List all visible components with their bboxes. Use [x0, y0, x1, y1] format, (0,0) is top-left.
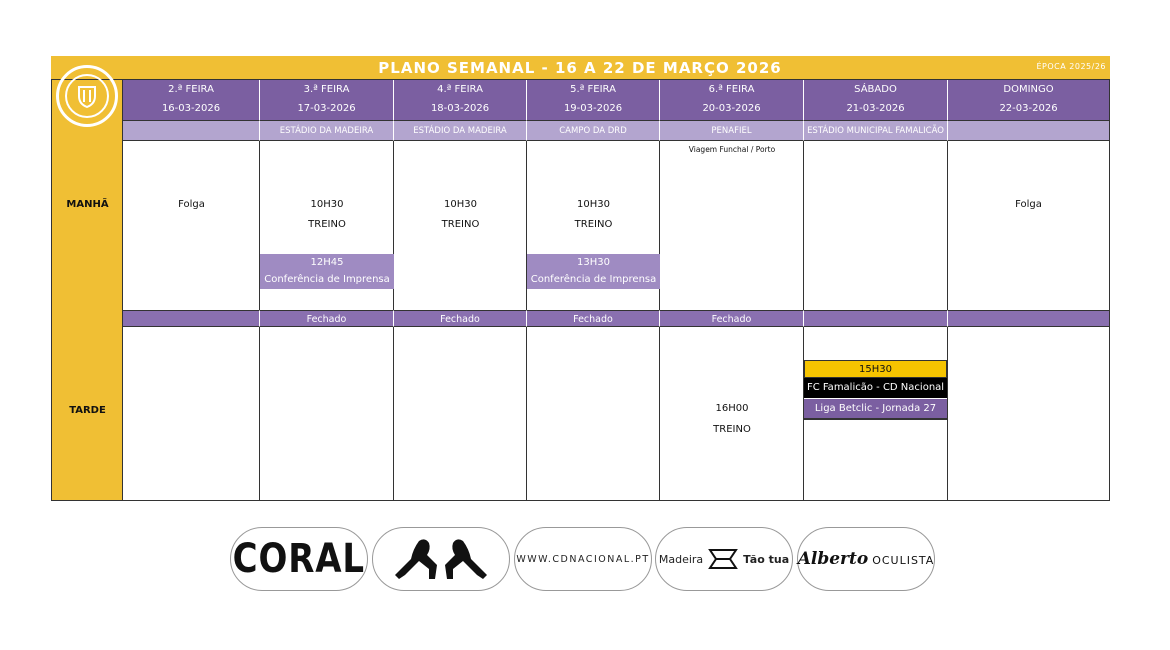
press-conference-time: 12H45 — [310, 257, 344, 268]
day-header-tue — [260, 80, 394, 120]
row-label-column — [52, 80, 123, 500]
alberto-label: Alberto — [797, 549, 869, 569]
kappa-logo-icon — [391, 535, 491, 583]
morning-thu-activity: TREINO — [574, 219, 613, 230]
venue-fri: PENAFIEL — [660, 120, 804, 141]
match-competition: Liga Betclic - Jornada 27 — [804, 399, 947, 420]
day-header-sun — [948, 80, 1109, 120]
venue-thu: CAMPO DA DRD — [527, 120, 660, 141]
morning-wed-time: 10H30 — [444, 199, 477, 210]
sponsor-madeira — [655, 527, 793, 591]
status-sat — [804, 310, 948, 327]
page-title: PLANO SEMANAL - 16 A 22 DE MARÇO 2026 — [378, 59, 782, 77]
day-date: 18-03-2026 — [430, 103, 490, 114]
status-wed: Fechado — [394, 310, 527, 327]
venue-sun — [948, 120, 1109, 141]
match-fixture: FC Famalicão - CD Nacional — [804, 378, 947, 398]
alberto-sub-label: OCULISTA — [872, 554, 935, 567]
press-conference-label: Conferência de Imprensa — [530, 274, 657, 285]
afternoon-fri-activity: TREINO — [713, 424, 751, 435]
day-date: 19-03-2026 — [563, 103, 623, 114]
status-mon — [123, 310, 260, 327]
press-conference-thu — [527, 254, 660, 289]
status-sun — [948, 310, 1109, 327]
morning-tue-activity: TREINO — [308, 219, 346, 230]
madeira-logo-icon — [708, 547, 738, 571]
sponsor-alberto — [797, 527, 935, 591]
column-divider — [947, 141, 948, 310]
day-header-sat — [804, 80, 948, 120]
club-crest-icon — [56, 65, 118, 127]
column-divider — [526, 327, 527, 500]
venue-wed: ESTÁDIO DA MADEIRA — [394, 120, 527, 141]
status-fri: Fechado — [660, 310, 804, 327]
column-divider — [259, 327, 260, 500]
madeira-label: Madeira — [658, 552, 704, 566]
day-date: 22-03-2026 — [999, 103, 1058, 114]
match-time: 15H30 — [804, 360, 947, 378]
day-name: SÁBADO — [854, 84, 897, 95]
day-date: 21-03-2026 — [846, 103, 905, 114]
day-header-mon — [123, 80, 260, 120]
day-header-fri — [660, 80, 804, 120]
row-label-afternoon: TARDE — [69, 405, 106, 416]
afternoon-fri-time: 16H00 — [715, 403, 749, 414]
day-header-thu — [527, 80, 660, 120]
column-divider — [803, 141, 804, 310]
day-date: 17-03-2026 — [297, 103, 356, 114]
column-divider — [393, 327, 394, 500]
sponsor-kappa — [372, 527, 510, 591]
morning-thu-time: 10H30 — [577, 199, 610, 210]
day-name: 6.ª FEIRA — [708, 84, 755, 95]
day-header-wed — [394, 80, 527, 120]
morning-wed-activity: TREINO — [441, 219, 480, 230]
venue-mon — [123, 120, 260, 141]
website-label: WWW.CDNACIONAL.PT — [516, 553, 650, 565]
day-date: 20-03-2026 — [702, 103, 761, 114]
sponsor-coral-label: CORAL — [232, 536, 366, 582]
season-label: ÉPOCA 2025/26 — [1036, 62, 1106, 71]
day-name: 2.ª FEIRA — [168, 84, 214, 95]
morning-fri-travel: Viagem Funchal / Porto — [688, 145, 776, 154]
column-divider — [947, 327, 948, 500]
day-name: 5.ª FEIRA — [570, 84, 616, 95]
day-name: DOMINGO — [1003, 84, 1054, 95]
morning-sun-rest: Folga — [1015, 199, 1042, 210]
morning-tue-time: 10H30 — [310, 199, 344, 210]
day-name: 3.ª FEIRA — [303, 84, 350, 95]
status-thu: Fechado — [527, 310, 660, 327]
press-conference-label: Conferência de Imprensa — [264, 274, 390, 285]
venue-tue: ESTÁDIO DA MADEIRA — [260, 120, 394, 141]
press-conference-time: 13H30 — [577, 257, 610, 268]
sponsor-coral — [230, 527, 368, 591]
morning-mon-rest: Folga — [178, 199, 205, 210]
status-tue: Fechado — [260, 310, 394, 327]
day-name: 4.ª FEIRA — [437, 84, 483, 95]
venue-sat: ESTÁDIO MUNICIPAL FAMALICÃO — [804, 120, 948, 141]
day-date: 16-03-2026 — [161, 103, 221, 114]
madeira-tagline: Tão tua — [743, 552, 790, 566]
press-conference-tue — [260, 254, 394, 289]
sponsor-website — [514, 527, 652, 591]
row-label-morning: MANHÃ — [66, 199, 109, 210]
